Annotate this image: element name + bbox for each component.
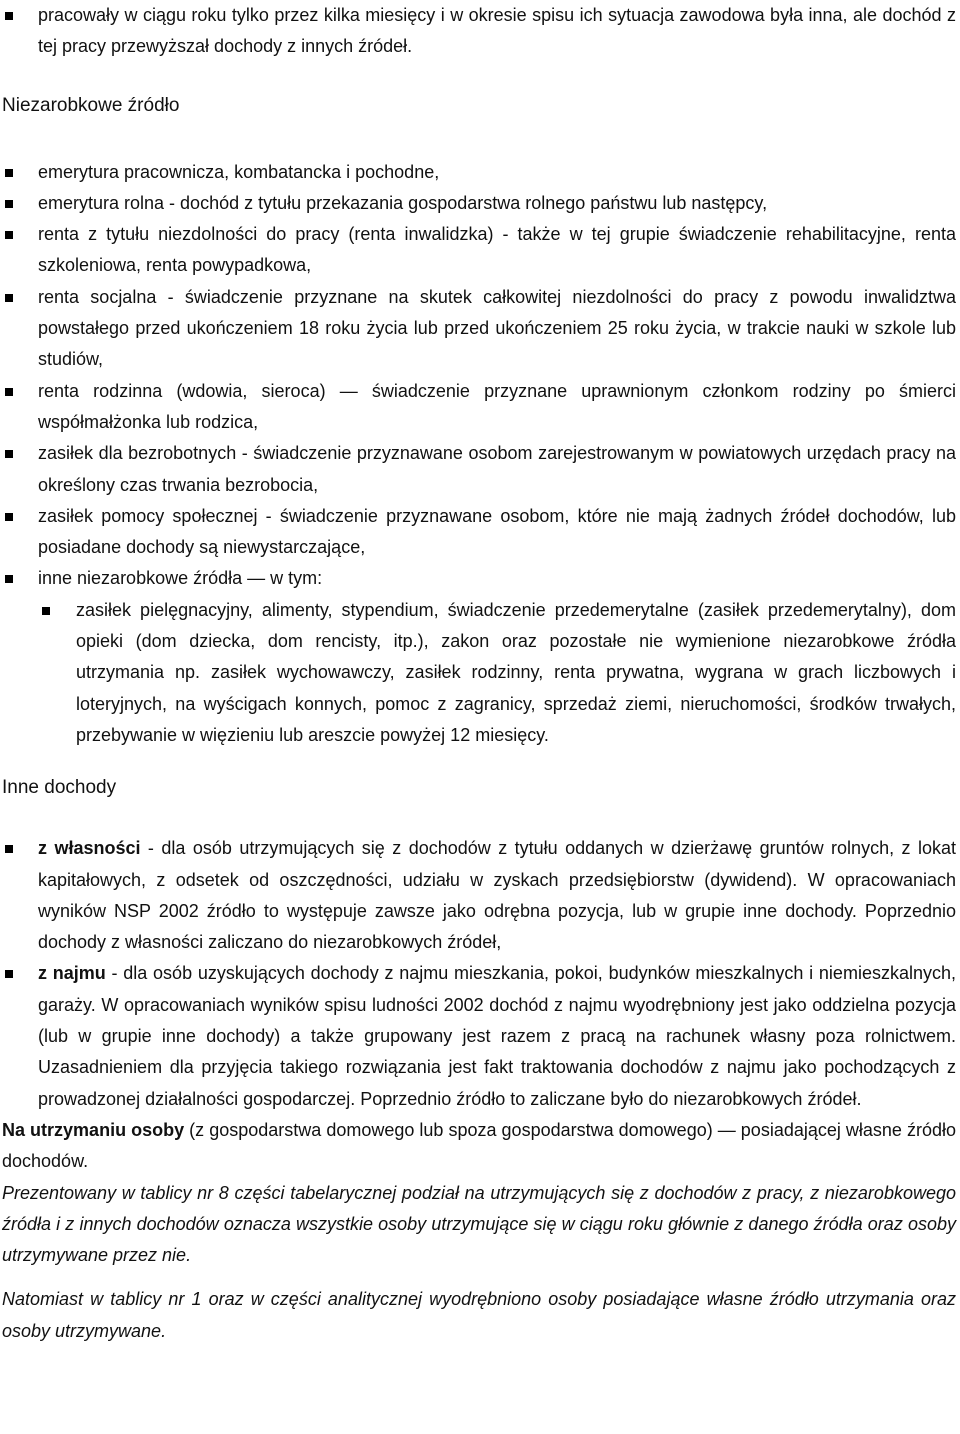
note-paragraph: Prezentowany w tablicy nr 8 części tabelarycznej podział na utrzymujących się z dochodów z pracy, z niezarobkowego źródła i z innych dochodów oznacza wszystkie osoby utrzymujące się w ciągu roku głównie z danego źródła oraz osoby utrzymywane przez nie. [2, 1182, 956, 1266]
list-item-text: emerytura pracownicza, kombatancka i pochodne, [38, 161, 440, 182]
nested-list-item-text: zasiłek pielęgnacyjny, alimenty, stypendium, świadczenie przedemerytalne (zasiłek przedemerytalny), dom opieki (dom dziecka, dom rencisty, itp.), zakon oraz pozostałe nie wymienione niezarobkowe źródła utrzymania np. zasiłek wychowawczy, zasiłek rodzinny, renta prywatna, wygrana w grach liczbowych i loteryjnych, na wyścigach konnych, pomoc z zagranicy, sprzedaż ziemi, nieruchomości, środków trwałych, przebywanie w więzieniu lub areszcie powyżej 12 miesięcy. [76, 599, 956, 745]
list-item [2, 0, 956, 63]
list-item-text: zasiłek pomocy społecznej - świadczenie przyznawane osobom, które nie mają żadnych źródeł dochodów, lub posiadane dochody są niewystarczające, [38, 505, 956, 558]
list-item-text: renta z tytułu niezdolności do pracy (renta inwalidzka) - także w tej grupie świadczenie rehabilitacyjne, renta szkoleniowa, renta powypadkowa, [38, 224, 956, 276]
list-item [2, 501, 956, 564]
list-item-text: renta rodzinna (wdowia, sieroca) — świadczenie przyznane uprawnionym członkom rodziny po śmierci współmałżonka lub rodzica, [38, 380, 956, 432]
section-heading-unearned: Niezarobkowe źródło [2, 94, 180, 116]
term-bold: z najmu [38, 963, 106, 984]
list-item-text: emerytura rolna - dochód z tytułu przekazania gospodarstwa rolnego państwu lub następcy, [38, 192, 768, 213]
list-item [2, 376, 956, 439]
list-item-text: pracowały w ciągu roku tylko przez kilka miesięcy i w okresie spisu ich sytuacja zawodowa była inna, ale dochód z tej pracy przewyższał dochody z innych źródeł. [38, 5, 956, 57]
dependent-paragraph [2, 1115, 956, 1178]
nested-list [38, 595, 956, 751]
list-item [2, 563, 956, 751]
unearned-sources-list [2, 157, 956, 752]
list-item [2, 438, 956, 501]
list-item [2, 188, 956, 219]
note-paragraph: Natomiast w tablicy nr 1 oraz w części analitycznej wyodrębniono osoby posiadające własne źródło utrzymania oraz osoby utrzymywane. [2, 1289, 956, 1341]
term-bold: z własności [38, 838, 141, 859]
list-item-text: renta socjalna - świadczenie przyznane na skutek całkowitej niezdolności do pracy z powodu inwalidztwa powstałego przed ukończeniem 18 roku życia lub przed ukończeniem 25 roku życia, w trakcie nauki w szkole lub studiów, [38, 286, 956, 370]
term-description: (z gospodarstwa domowego lub spoza gospodarstwa domowego) — posiadającej własne źródło dochodów. [2, 1119, 957, 1172]
list-item-text: inne niezarobkowe źródła — w tym: [38, 568, 323, 589]
other-income-list [2, 833, 956, 1115]
list-item [2, 157, 956, 188]
list-item [2, 833, 956, 958]
term-description: - dla osób utrzymujących się z dochodów z tytułu oddanych w dzierżawę gruntów rolnych, z lokat kapitałowych, z odsetek od oszczędności, udziału w zyskach przedsiębiorstw (dywidend). W opracowaniach wyników NSP 2002 źródło to występuje zawsze jako odrębna pozycja, lub w grupie inne dochody. Poprzednio dochody z własności zaliczano do niezarobkowych źródeł, [38, 838, 956, 953]
term-bold: Na utrzymaniu osoby [2, 1119, 185, 1140]
continued-list [2, 0, 956, 63]
list-item-text: zasiłek dla bezrobotnych - świadczenie przyznawane osobom zarejestrowanym w powiatowych urzędach pracy na określony czas trwania bezrobocia, [38, 443, 956, 495]
list-item [2, 282, 956, 376]
list-item [2, 958, 956, 1114]
list-item [2, 219, 956, 282]
nested-list-item [38, 595, 956, 751]
section-heading-other-income: Inne dochody [2, 777, 117, 799]
term-description: - dla osób uzyskujących dochody z najmu mieszkania, pokoi, budynków mieszkalnych i niemieszkalnych, garaży. W opracowaniach wyników spisu ludności 2002 dochód z najmu wyodrębniony jest jako oddzielna pozycja (lub w grupie inne dochody) a także grupowany jest razem z pracą na rachunek własny poza rolnictwem. Uzasadnieniem dla przyjęcia takiego rozwiązania jest fakt traktowania dochodów z najmu jako pochodzących z prowadzonej działalności gospodarczej. Poprzednio źródło to zaliczane było do niezarobkowych źródeł. [38, 963, 956, 1109]
